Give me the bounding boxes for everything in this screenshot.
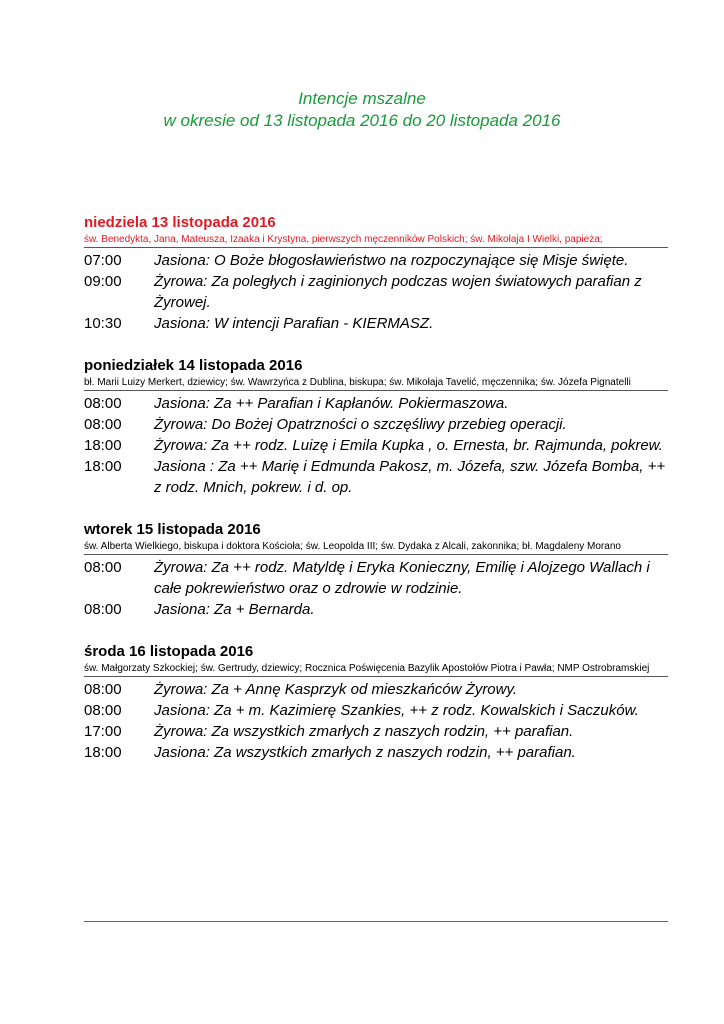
mass-time: 08:00 — [84, 702, 122, 719]
intention-entry — [84, 700, 668, 721]
day-saints: bł. Marii Luizy Merkert, dziewicy; św. Wawrzyńca z Dublina, biskupa; św. Mikołaja Tavelić, męczennika; św. Józefa Pignatelli — [84, 377, 631, 388]
intention-entry — [84, 393, 668, 414]
mass-time: 09:00 — [84, 273, 122, 290]
day-title: środa 16 listopada 2016 — [84, 643, 254, 660]
intention-text: Żyrowa: Za poległych i zaginionych podczas wojen światowych parafian z Żyrowej. — [154, 273, 642, 311]
mass-time: 10:30 — [84, 315, 122, 332]
intention-text: Żyrowa: Za ++ rodz. Luizę i Emila Kupka , o. Ernesta, br. Rajmunda, pokrew. — [154, 437, 663, 454]
intention-entry — [84, 679, 668, 700]
mass-time: 18:00 — [84, 437, 122, 454]
intention-entry — [84, 313, 668, 334]
mass-time: 18:00 — [84, 744, 122, 761]
mass-time: 08:00 — [84, 395, 122, 412]
day-title: niedziela 13 listopada 2016 — [84, 214, 276, 231]
mass-time: 18:00 — [84, 458, 122, 475]
intention-text: Żyrowa: Za ++ rodz. Matyldę i Eryka Konieczny, Emilię i Alojzego Wallach i całe pokrewieństwo oraz o zdrowie w rodzinie. — [154, 559, 650, 597]
intention-text: Żyrowa: Za + Annę Kasprzyk od mieszkańców Żyrowy. — [154, 681, 518, 698]
mass-time: 08:00 — [84, 416, 122, 433]
intentions-list — [84, 213, 668, 785]
intention-entry — [84, 721, 668, 742]
title-line-2: w okresie od 13 listopada 2016 do 20 listopada 2016 — [163, 111, 561, 130]
intention-entry — [84, 742, 668, 763]
day-section — [84, 213, 668, 334]
intention-entry — [84, 414, 668, 435]
intention-text: Jasiona : Za ++ Marię i Edmunda Pakosz, m. Józefa, szw. Józefa Bomba, ++ z rodz. Mnich, pokrew. i d. op. — [154, 458, 666, 496]
day-divider — [84, 390, 668, 391]
intention-text: Jasiona: Za + Bernarda. — [154, 601, 315, 618]
day-title: poniedziałek 14 listopada 2016 — [84, 357, 303, 374]
intention-entry — [84, 599, 668, 620]
intention-text: Żyrowa: Do Bożej Opatrzności o szczęśliwy przebieg operacji. — [154, 416, 567, 433]
mass-time: 08:00 — [84, 559, 122, 576]
day-divider — [84, 554, 668, 555]
document-title — [0, 88, 724, 132]
title-line-1: Intencje mszalne — [298, 89, 426, 108]
intention-entry — [84, 271, 668, 313]
intention-entry — [84, 250, 668, 271]
footer-divider — [84, 921, 668, 922]
intention-text: Jasiona: Za ++ Parafian i Kapłanów. Pokiermaszowa. — [154, 395, 509, 412]
day-divider — [84, 676, 668, 677]
intention-entry — [84, 557, 668, 599]
mass-time: 17:00 — [84, 723, 122, 740]
intention-text: Jasiona: W intencji Parafian - KIERMASZ. — [154, 315, 434, 332]
day-section — [84, 356, 668, 498]
day-saints: św. Benedykta, Jana, Mateusza, Izaaka i Krystyna, pierwszych męczenników Polskich; św. Mikołaja I Wielki, papieża; — [84, 234, 603, 245]
day-section — [84, 642, 668, 763]
day-divider — [84, 247, 668, 248]
intention-text: Jasiona: O Boże błogosławieństwo na rozpoczynające się Misje święte. — [154, 252, 629, 269]
day-saints: św. Małgorzaty Szkockiej; św. Gertrudy, dziewicy; Rocznica Poświęcenia Bazylik Apostołów Piotra i Pawła; NMP Ostrobramskiej — [84, 663, 650, 674]
intention-entry — [84, 435, 668, 456]
day-section — [84, 520, 668, 620]
mass-time: 07:00 — [84, 252, 122, 269]
intention-text: Żyrowa: Za wszystkich zmarłych z naszych rodzin, ++ parafian. — [154, 723, 574, 740]
intention-text: Jasiona: Za wszystkich zmarłych z naszych rodzin, ++ parafian. — [154, 744, 576, 761]
intention-text: Jasiona: Za + m. Kazimierę Szankies, ++ z rodz. Kowalskich i Saczuków. — [154, 702, 639, 719]
day-title: wtorek 15 listopada 2016 — [84, 521, 261, 538]
mass-time: 08:00 — [84, 681, 122, 698]
day-saints: św. Alberta Wielkiego, biskupa i doktora Kościoła; św. Leopolda III; św. Dydaka z Alcali, zakonnika; bł. Magdaleny Morano — [84, 541, 621, 552]
mass-time: 08:00 — [84, 601, 122, 618]
intention-entry — [84, 456, 668, 498]
